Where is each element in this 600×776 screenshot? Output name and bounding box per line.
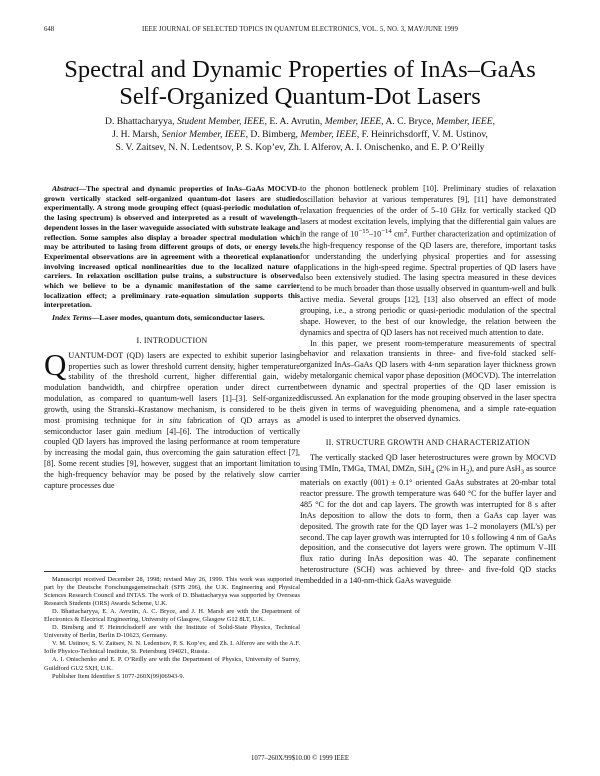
abstract-text: The spectral and dynamic properties of InAs–GaAs MOCVD-grown vertically stacked self-organized quantum-dot lasers are studied experimentally. A strong mode grouping effect (quasi-periodic modulation of the lasing spectrum) is observed and interpreted as a result of wavelength-dependent losses in the laser waveguide associated with substrate leakage and reflection. Some samples also display a broader spectral modulation which may be attributed to lasing from different groups of dots, or energy levels. Experimental observations are in agreement with a theoretical explanation involving increased optical nonlinearities due to the localized nature of carriers. In relaxation oscillation pulse trains, a substructure is observed which we believe to be a dynamic manifestation of the same carrier localization effect; a preliminary rate-equation simulation supports this interpretation.: [44, 184, 300, 310]
drop-cap: Q: [44, 346, 67, 382]
title-line-1: Spectral and Dynamic Properties of InAs–GaAs: [64, 56, 536, 83]
footnote-surrey: A. I. Onischenko and E. P. O’Reilly are with the Department of Physics, University of Surrey, Guildford GU2 5XH, U.K.: [44, 656, 300, 672]
footnote-ioffe: V. M. Ustinov, S. V. Zaitsev, N. N. Ledentsov, P. S. Kop’ev, and Zh. I. Alferov are with the A.F. Ioffe Physico-Technical Institute, St. Petersburg 194021, Russia.: [44, 640, 300, 656]
left-column: [44, 184, 300, 492]
section-heading-growth: II. STRUCTURE GROWTH AND CHARACTERIZATION: [325, 438, 531, 448]
authors-line-2: J. H. Marsh, Senior Member, IEEE, D. Bimberg, Member, IEEE, F. Heinrichsdorff, V. M. Ustinov,: [112, 128, 488, 140]
journal-title: IEEE JOURNAL OF SELECTED TOPICS IN QUANTUM ELECTRONICS, VOL. 5, NO. 3, MAY/JUNE 1999: [141, 26, 459, 33]
authors-line-1: D. Bhattacharyya, Student Member, IEEE, E. A. Avrutin, Member, IEEE, A. C. Bryce, Member, IEEE,: [105, 116, 495, 127]
intro-paragraph-1-continued: to the phonon bottleneck problem [10]. Preliminary studies of relaxation oscillation behavior at various temperatures [9], [11] have demonstrated relaxation frequencies of the order of 5–10 GHz for vertically stacked QD lasers at modest excitation levels, implying that the differential gain values are in the range of $10^{-15}-10^{-14}$ $cm^2$. Further characterization and optimization of the high-frequency response of the QD lasers are, therefore, important tasks for understanding the underlying physical properties and for assessing applications in the high-speed regime. Spectral properties of QD lasers have also been extensively studied. The lasing spectra measured in these devices tend to be much broader than those usually observed in quantum-well and bulk active media. Several groups [12], [13] also observed an effect of mode grouping, i.e., a strong periodic or quasi-periodic modulation of the spectral shape. However, to the best of our knowledge, the relation between the dynamics and spectra of QD lasers has not received much attention to date.: [300, 184, 556, 337]
abstract-label: Abstract—: [52, 184, 87, 193]
index-terms-text: Laser modes, quantum dots, semiconductor lasers.: [99, 313, 265, 323]
authors-line-3: S. V. Zaitsev, N. N. Ledentsov, P. S. Kop’ev, Zh. I. Alferov, A. I. Onischenko, and E. P. O’Reilly: [115, 141, 485, 153]
title-line-2: Self-Organized Quantum-Dot Lasers: [119, 83, 481, 110]
intro-paragraph-2: In this paper, we present room-temperature measurements of spectral behavior and relaxation transients in three- and five-fold stacked self-organized InAs–GaAs QD lasers with 4-nm separation layer thickness grown by metalorganic chemical vapor phase deposition (MOCVD). The interrelation between dynamic and spectral properties of the QD laser emission is discussed. An explanation for the mode grouping observed in the laser spectra is given in terms of waveguiding phenomena, and a simple rate-equation model is used to interpret the observed dynamics.: [300, 338, 556, 424]
paper-title: [30, 56, 570, 110]
index-terms: [44, 313, 300, 323]
footnote-glasgow: D. Bhattacharyya, E. A. Avrutin, A. C. Bryce, and J. H. Marsh are with the Department of Electronics & Electrical Engineering, University of Glasgow, Glasgow G12 8LT, U.K.: [44, 608, 300, 624]
footnote-rule: [44, 571, 116, 572]
footnote-identifier: Publisher Item Identifier S 1077-260X(99)06943-9.: [52, 672, 185, 680]
intro-paragraph-1: [44, 346, 301, 492]
footnote-berlin: D. Bimberg and F. Heinrichsdorff are with the Institute of Solid-State Physics, Technical University of Berlin, Berlin D-10623, Germany.: [44, 624, 300, 640]
footnote-manuscript: Manuscript received December 28, 1998; revised May 26, 1999. This work was supported in part by the Deutsche Forschungsgemeinschaft (SFB 296), the U.K. Engineering and Physical Sciences Research Council and INTAS. The work of D. Bhattacharyya was supported by Overseas Research Students (ORS) Awards Scheme, U.K.: [44, 576, 300, 608]
section-heading-introduction: I. INTRODUCTION: [136, 335, 208, 345]
growth-paragraph-1: The vertically stacked QD laser heterostructures were grown by MOCVD using TMIn, TMGa, TMAl, DMZn, SiH$_4$ (2% in $H_2$), and pure AsH$_3$ as source materials on exactly (001) ± 0.1° oriented GaAs substrates at 20-mbar total reactor pressure. The growth temperature was 640 °C for the buffer layer and 485 °C for the dot and cap layers. The growth was interrupted for 8 s after InAs deposition to allow the dots to form, then a GaAs cap layer was deposited. The growth rate for the QD layer was 1–2 monolayers (ML’s) per second. The cap layer growth was interrupted for 10 s following 4 nm of GaAs deposition, and the consecutive dot layers were grown. The optimum V–III flux ratio during InAs deposition was 40. The separate confinement heterostructure (SCH) was achieved by three- and five-fold QD stacks embedded in a 140-nm-thick GaAs waveguide: [300, 453, 556, 585]
author-list: [40, 116, 560, 154]
right-column: [300, 184, 556, 587]
copyright-footer: 1077–260X/99$10.00 © 1999 IEEE: [250, 755, 350, 762]
footnotes: [44, 576, 300, 681]
running-header: [44, 26, 556, 38]
intro-paragraph-1-text: UANTUM-DOT (QD) lasers are expected to exhibit superior lasing properties such as lower threshold current density, higher temperature stability of the threshold current, higher differential gain, wide modulation bandwidth, and chirpfree operation under direct current modulation, as compared to quantum-well lasers [1]–[3]. Self-organized growth, using the Stranski–Krastanow mechanism, is considered to be the most promising technique for in situ fabrication of QD arrays as a semiconductor laser gain medium [4]–[6]. The introduction of vertically coupled QD layers has improved the lasing performance at room temperature by increasing the modal gain, thus overcoming the gain saturation effect [7], [8]. Some recent studies [9], however, suggest that an important limitation to the high-frequency behavior may be posed by the relatively slow carrier capture processes due: [44, 350, 301, 490]
index-terms-label: Index Terms—: [52, 313, 100, 323]
page-number: 648: [44, 26, 55, 33]
abstract: [44, 184, 300, 310]
